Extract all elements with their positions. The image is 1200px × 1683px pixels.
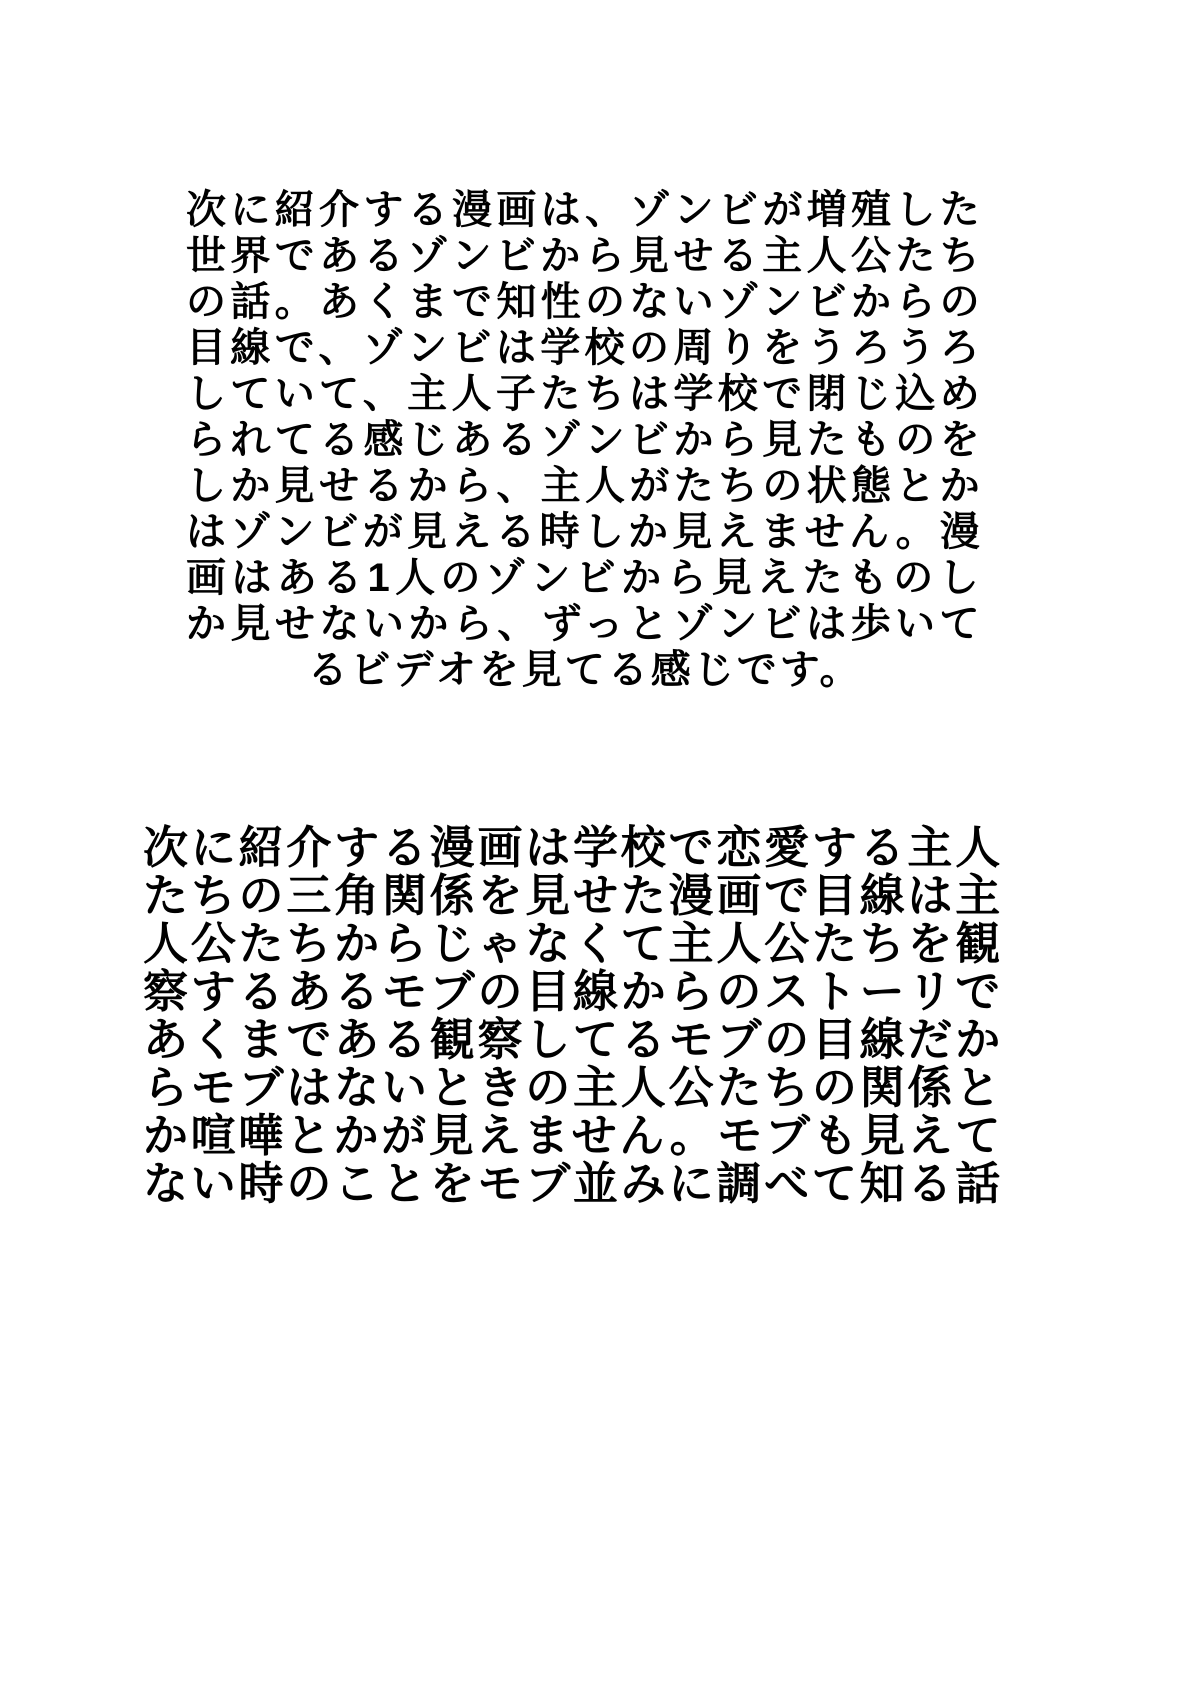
text-line: あくまである観察してるモブの目線だか xyxy=(143,1014,1003,1065)
text-line: か喧嘩とかが見えません。モブも見えて xyxy=(143,1110,1003,1161)
text-line: 察するあるモブの目線からのストーリで xyxy=(143,966,1003,1017)
text-line: 目線で、ゾンビは学校の周りをうろうろ xyxy=(186,326,984,370)
text-line: 画はある1人のゾンビから見えたものし xyxy=(186,556,984,600)
text-line: 世界であるゾンビから見せる主人公たち xyxy=(186,234,984,278)
text-line: ない時のことをモブ並みに調べて知る話 xyxy=(143,1158,1003,1209)
text-line: 次に紹介する漫画は学校で恋愛する主人 xyxy=(143,822,1003,873)
text-line: はゾンビが見える時しか見えません。漫 xyxy=(186,510,984,554)
text-line: るビデオを見てる感じです。 xyxy=(307,648,863,692)
text-line: たちの三角関係を見せた漫画で目線は主 xyxy=(143,870,1003,921)
text-line: か見せないから、ずっとゾンビは歩いて xyxy=(186,602,984,646)
text-line: していて、主人子たちは学校で閉じ込め xyxy=(186,372,984,416)
text-line: しか見せるから、主人がたちの状態とか xyxy=(186,464,984,508)
text-line: られてる感じあるゾンビから見たものを xyxy=(186,418,984,462)
text-line: 次に紹介する漫画は、ゾンビが増殖した xyxy=(186,188,984,232)
text-line: らモブはないときの主人公たちの関係と xyxy=(143,1062,1003,1113)
text-line: 人公たちからじゃなくて主人公たちを観 xyxy=(143,918,1003,969)
paragraph-mob-perspective-manga xyxy=(143,824,1003,1208)
paragraph-zombie-manga xyxy=(186,187,984,693)
text-line: の話。あくまで知性のないゾンビからの xyxy=(186,280,984,324)
